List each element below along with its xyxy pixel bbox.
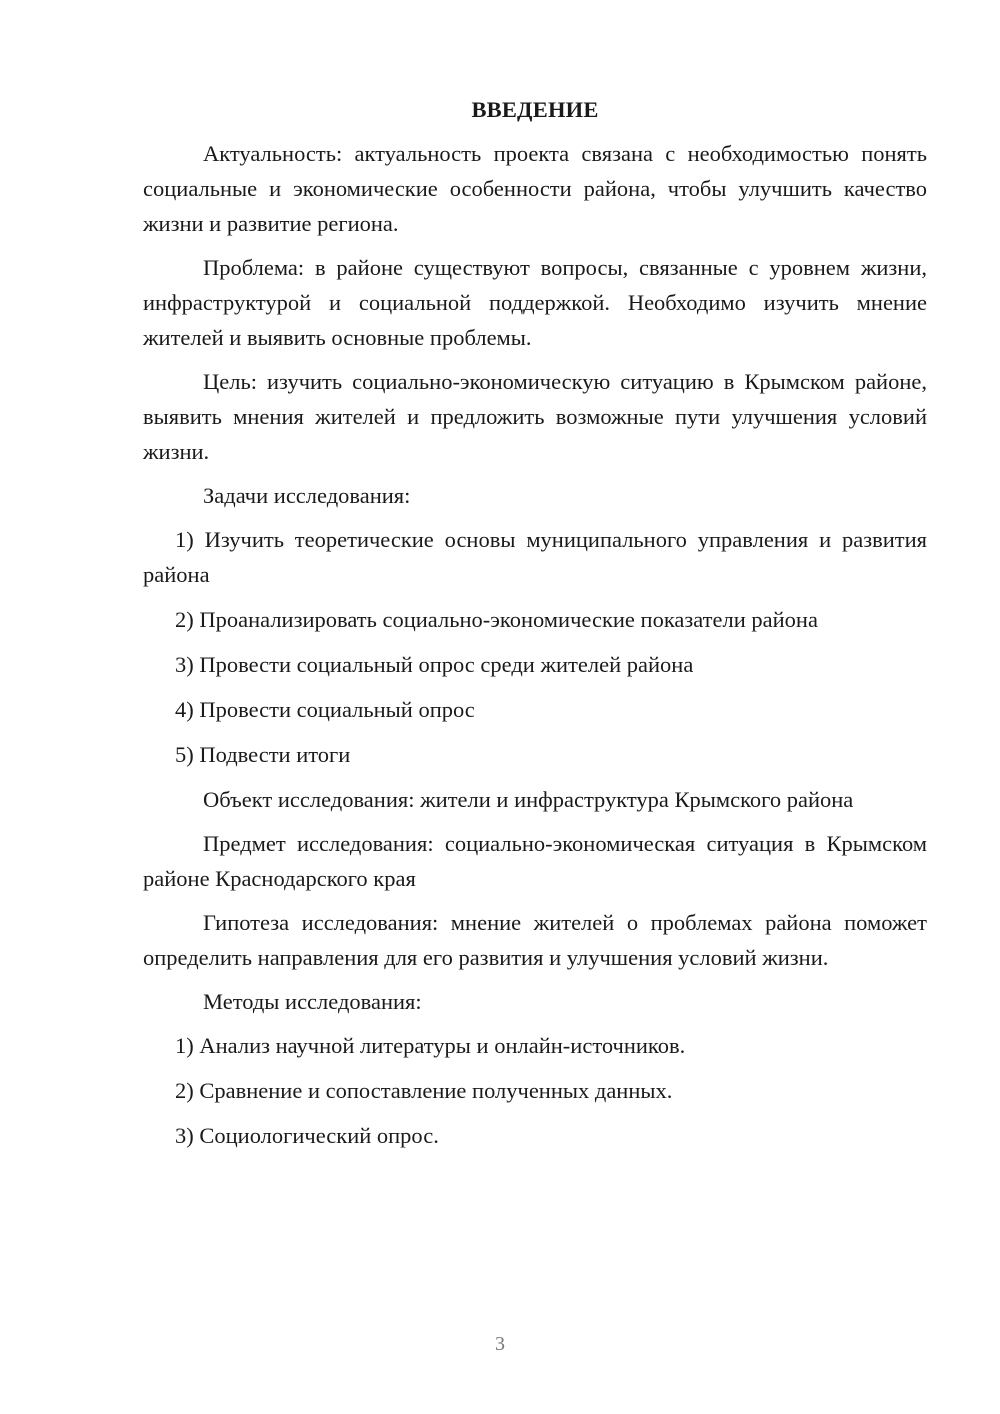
- hypothesis-paragraph: Гипотеза исследования: мнение жителей о проблемах района поможет определить направления для его развития и улучшения условий жизни.: [143, 910, 927, 970]
- task-item-2: 2) Проанализировать социально-экономические показатели района: [175, 607, 818, 632]
- task-item-3: 3) Провести социальный опрос среди жителей района: [175, 652, 694, 677]
- page-number: 3: [495, 1333, 505, 1355]
- subject-paragraph: Предмет исследования: социально-экономическая ситуация в Крымском районе Краснодарского края: [143, 831, 927, 891]
- method-item-3: 3) Социологический опрос.: [175, 1123, 439, 1148]
- methods-heading: Методы исследования:: [203, 989, 422, 1014]
- page-content: [143, 92, 927, 1163]
- goal-paragraph: Цель: изучить социально-экономическую ситуацию в Крымском районе, выявить мнения жителей и предложить возможные пути улучшения условий жизни.: [143, 369, 927, 464]
- object-paragraph: Объект исследования: жители и инфраструктура Крымского района: [203, 787, 854, 812]
- page-title: ВВЕДЕНИЕ: [471, 97, 599, 122]
- task-item-5: 5) Подвести итоги: [175, 742, 351, 767]
- task-item-1: 1) Изучить теоретические основы муниципального управления и развития района: [143, 527, 927, 587]
- task-item-4: 4) Провести социальный опрос: [175, 697, 475, 722]
- problem-paragraph: Проблема: в районе существуют вопросы, связанные с уровнем жизни, инфраструктурой и социальной поддержкой. Необходимо изучить мнение жителей и выявить основные проблемы.: [143, 255, 927, 350]
- tasks-heading: Задачи исследования:: [203, 483, 411, 508]
- method-item-2: 2) Сравнение и сопоставление полученных данных.: [175, 1078, 673, 1103]
- method-item-1: 1) Анализ научной литературы и онлайн-источников.: [175, 1033, 686, 1058]
- relevance-paragraph: Актуальность: актуальность проекта связана с необходимостью понять социальные и экономические особенности района, чтобы улучшить качество жизни и развитие региона.: [143, 141, 927, 236]
